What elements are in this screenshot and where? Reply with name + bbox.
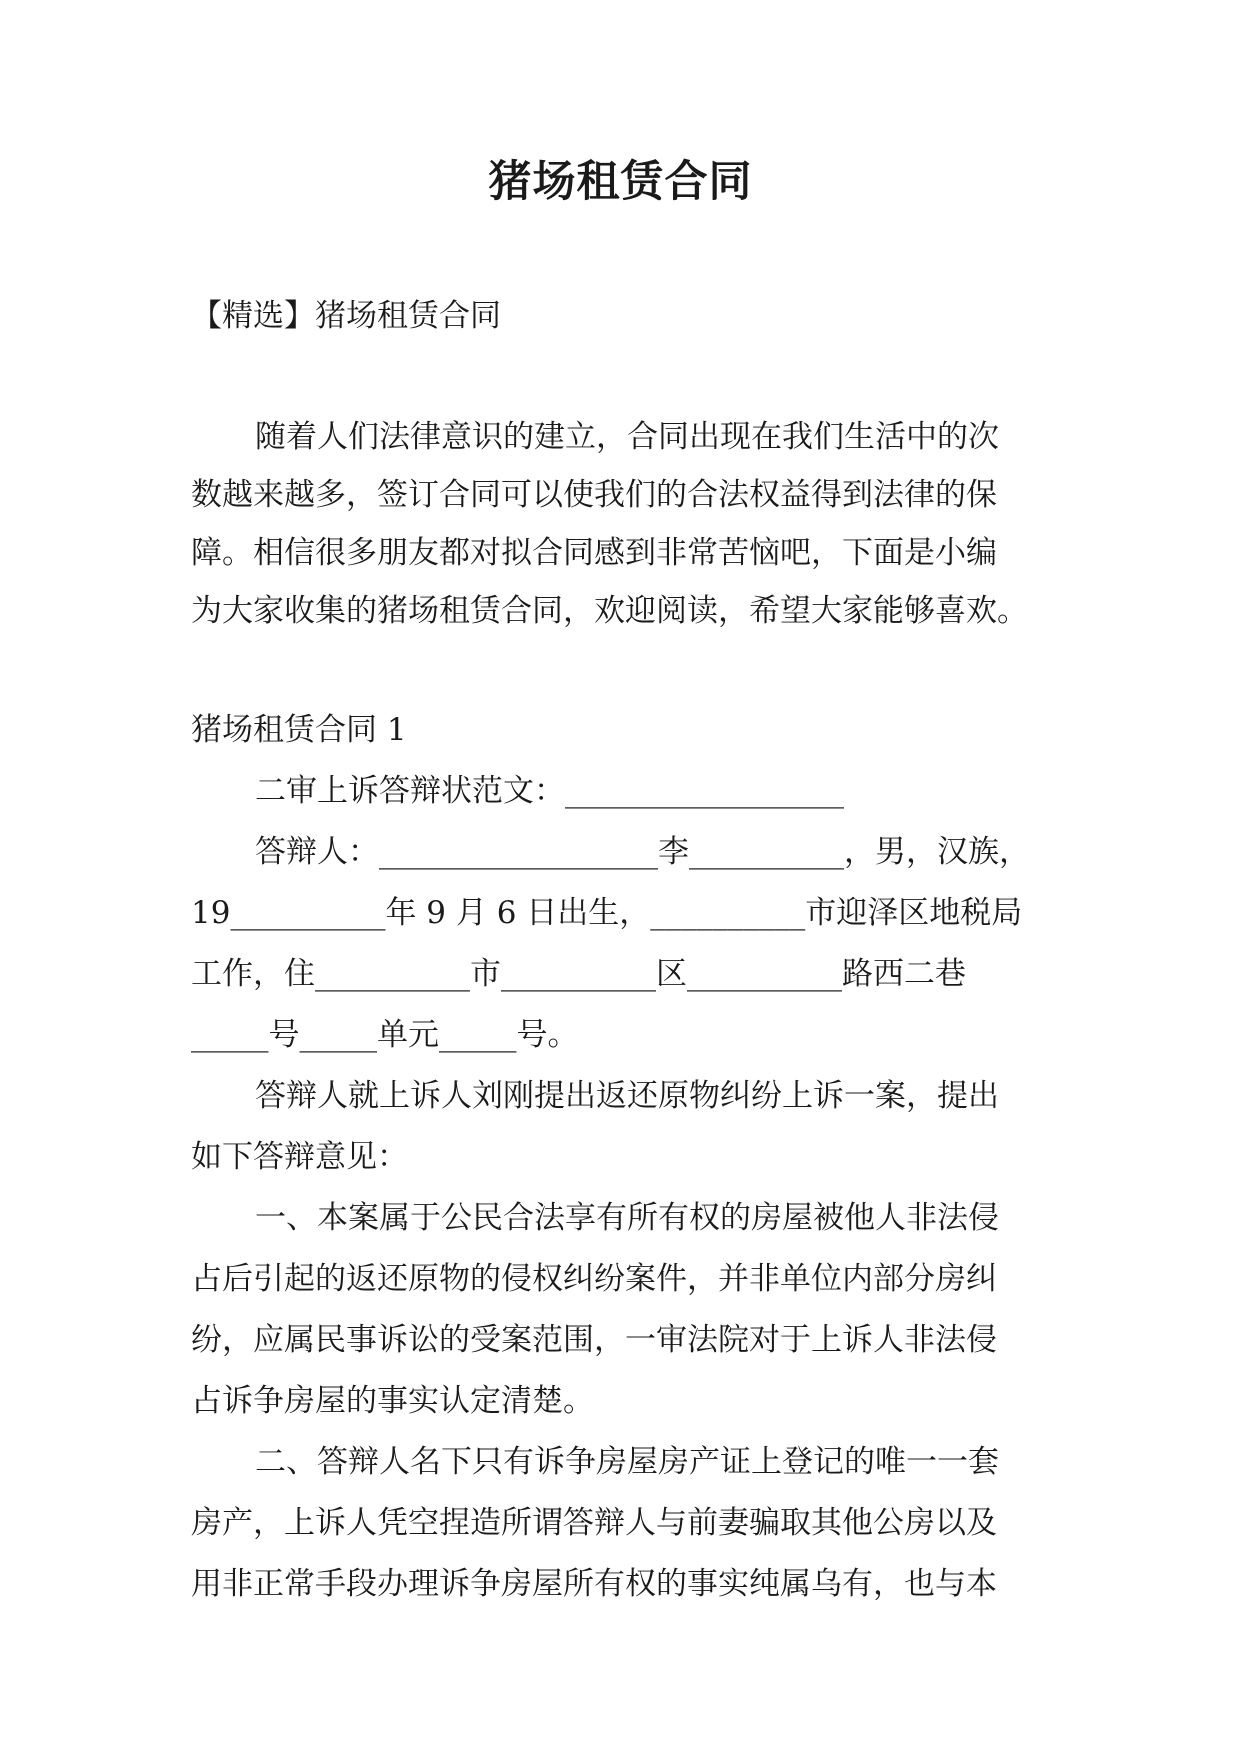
body-line: 答辩人就上诉人刘刚提出返还原物纠纷上诉一案，提出 bbox=[255, 1078, 999, 1114]
body-line: 一、本案属于公民合法享有所有权的房屋被他人非法侵 bbox=[255, 1200, 999, 1236]
body-line: 房产，上诉人凭空捏造所谓答辩人与前妻骗取其他公房以及 bbox=[191, 1505, 997, 1541]
body-line: 二、答辩人名下只有诉争房屋房产证上登记的唯一一套 bbox=[255, 1444, 999, 1480]
body-line: 二审上诉答辩状范文：__________________ bbox=[255, 773, 844, 809]
intro-line: 为大家收集的猪场租赁合同，欢迎阅读，希望大家能够喜欢。 bbox=[191, 593, 1028, 629]
body-line: 19__________年 9 月 6 日出生，__________市迎泽区地税局 bbox=[191, 895, 1023, 931]
document-subtitle: 【精选】猪场租赁合同 bbox=[191, 298, 501, 334]
body-line: 纷，应属民事诉讼的受案范围，一审法院对于上诉人非法侵 bbox=[191, 1322, 997, 1358]
intro-line: 障。相信很多朋友都对拟合同感到非常苦恼吧，下面是小编 bbox=[191, 535, 997, 571]
intro-paragraph bbox=[191, 408, 1051, 640]
section-heading: 猪场租赁合同 1 bbox=[191, 712, 407, 748]
body-line: 占诉争房屋的事实认定清楚。 bbox=[191, 1383, 594, 1419]
intro-line: 随着人们法律意识的建立，合同出现在我们生活中的次 bbox=[255, 419, 999, 455]
body-line: 答辩人：__________________李__________，男，汉族， bbox=[255, 834, 1030, 870]
body-line: 如下答辩意见： bbox=[191, 1139, 408, 1175]
body-lines bbox=[191, 761, 1061, 1615]
body-line: 用非正常手段办理诉争房屋所有权的事实纯属乌有，也与本 bbox=[191, 1566, 997, 1602]
body-line: _____号_____单元_____号。 bbox=[191, 1017, 579, 1053]
body-line: 工作，住__________市__________区__________路西二巷 bbox=[191, 956, 966, 992]
document-title: 猪场租赁合同 bbox=[488, 157, 753, 207]
intro-line: 数越来越多，签订合同可以使我们的合法权益得到法律的保 bbox=[191, 477, 997, 513]
body-line: 占后引起的返还原物的侵权纠纷案件，并非单位内部分房纠 bbox=[191, 1261, 997, 1297]
contract-body bbox=[191, 700, 1061, 1615]
